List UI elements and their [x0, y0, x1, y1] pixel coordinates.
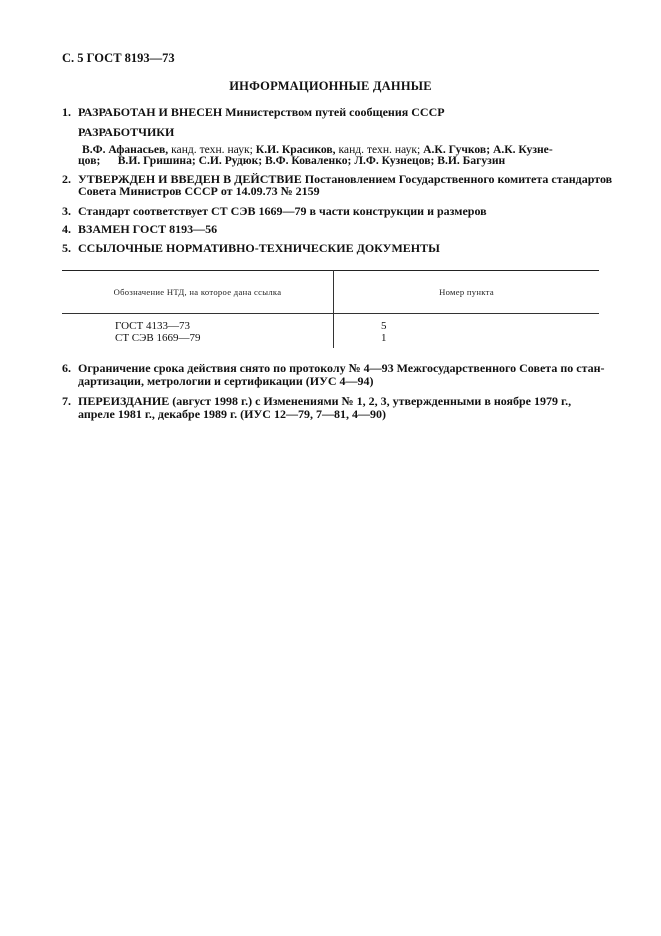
- item-5-text: ССЫЛОЧНЫЕ НОРМАТИВНО-ТЕХНИЧЕСКИЕ ДОКУМЕНТЫ: [78, 241, 440, 255]
- item-6-line-2: дартизации, метрологии и сертификации (ИУС 4—94): [78, 374, 374, 388]
- item-1-text: РАЗРАБОТАН И ВНЕСЕН Министерством путей сообщения СССР: [78, 105, 445, 119]
- item-2-line-1: УТВЕРЖДЕН И ВВЕДЕН В ДЕЙСТВИЕ Постановлением Государственного комитета стандартов: [78, 172, 613, 186]
- item-1: [62, 105, 445, 120]
- item-3: [62, 204, 487, 219]
- table-top-rule: [62, 270, 599, 271]
- table-row-2-doc: СТ СЭВ 1669—79: [115, 332, 201, 344]
- item-4: [62, 222, 217, 237]
- item-4-number: 4.: [62, 222, 71, 236]
- developer-name: К.И. Красиков,: [255, 143, 336, 156]
- item-2-number: 2.: [62, 172, 71, 186]
- table-header-clause: Номер пункта: [439, 287, 494, 297]
- developer-degree: канд. техн. наук;: [335, 143, 424, 156]
- item-7-number: 7.: [62, 394, 71, 408]
- item-5-number: 5.: [62, 241, 71, 255]
- developers-heading: РАЗРАБОТЧИКИ: [78, 125, 175, 139]
- item-7-line-2: апреле 1981 г., декабре 1989 г. (ИУС 12—79, 7—81, 4—90): [78, 407, 386, 421]
- table-header-designation: Обозначение НТД, на которое дана ссылка: [113, 287, 282, 297]
- table-row-1-clause: 5: [381, 320, 387, 332]
- table-row-1-doc: ГОСТ 4133—73: [115, 320, 190, 332]
- item-6-number: 6.: [62, 361, 71, 375]
- item-3-number: 3.: [62, 204, 71, 218]
- developer-name: В.Ф. Афанасьев,: [82, 143, 169, 156]
- item-4-text: ВЗАМЕН ГОСТ 8193—56: [78, 222, 218, 236]
- item-6-line-1: Ограничение срока действия снято по протоколу № 4—93 Межгосударственного Совета по стан-: [78, 361, 605, 375]
- item-7-line-1: ПЕРЕИЗДАНИЕ (август 1998 г.) с Изменениями № 1, 2, 3, утвержденными в ноябре 1979 г.,: [78, 394, 572, 408]
- table-column-divider: [333, 270, 334, 348]
- developer-degree: канд. техн. наук;: [168, 143, 256, 156]
- item-2-line-2: Совета Министров СССР от 14.09.73 № 2159: [78, 184, 320, 198]
- developer-name: А.К. Гучков; А.К. Кузне-: [423, 143, 553, 156]
- item-1-number: 1.: [62, 105, 71, 119]
- table-header-rule: [62, 313, 599, 314]
- page-header: С. 5 ГОСТ 8193—73: [62, 51, 175, 65]
- item-3-text: Стандарт соответствует СТ СЭВ 1669—79 в части конструкции и размеров: [78, 204, 487, 218]
- table-row-2-clause: 1: [381, 332, 387, 344]
- item-5: [62, 241, 440, 256]
- developers-line-2: цов; В.И. Гришина; С.И. Рудюк; В.Ф. Коваленко; Л.Ф. Кузнецов; В.И. Багузин: [78, 154, 506, 167]
- page-title: ИНФОРМАЦИОННЫЕ ДАННЫЕ: [229, 79, 432, 93]
